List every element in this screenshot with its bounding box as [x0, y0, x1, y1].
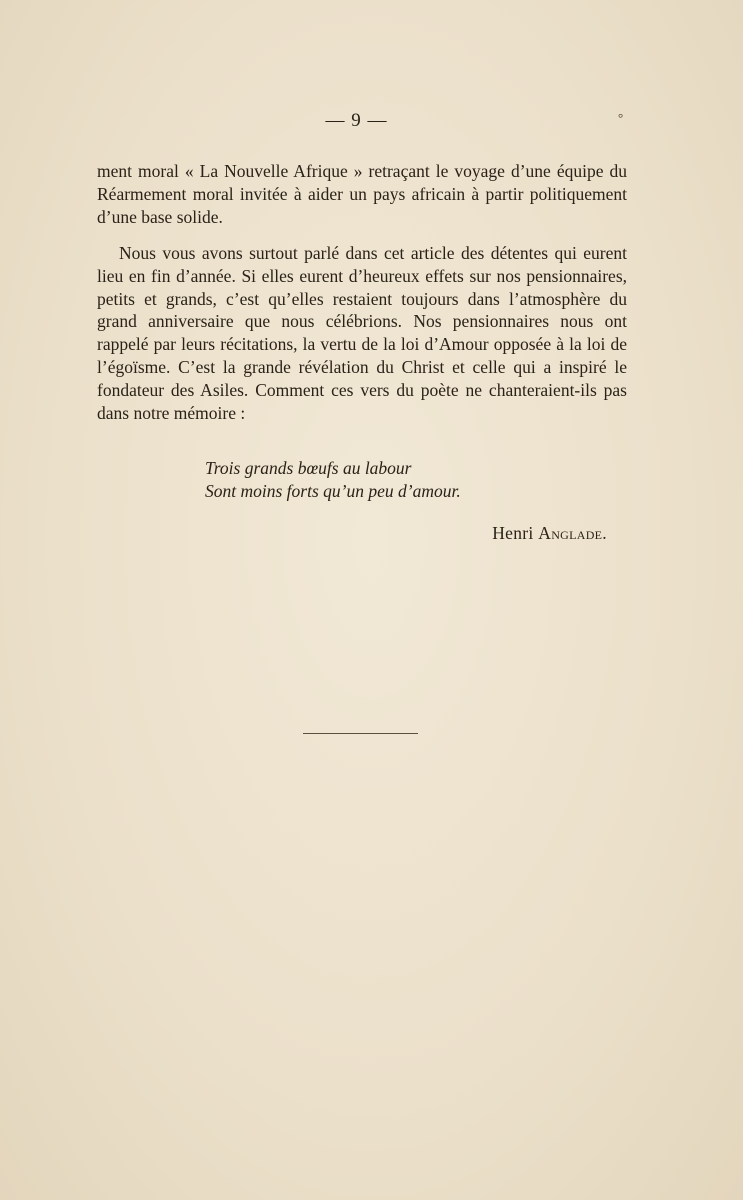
page-number: — 9 —: [325, 110, 388, 131]
corner-mark: °: [618, 110, 624, 125]
paragraph-2: Nous vous avons surtout parlé dans cet article des détentes qui eurent lieu en fin d’année. Si elles eurent d’heureux effets sur nos pensionnaires, petits et grands, c’est qu’elles restaient toujours dans l’atmosphère du grand anniversaire que nous célébrions. Nos pensionnaires nous ont rappelé par leurs récitations, la vertu de la loi d’Amour opposée à la loi de l’égoïsme. C’est la grande révélation du Christ et celle qui a inspiré le fondateur des Asiles. Comment ces vers du poète ne chanteraient-ils pas dans notre mémoire :: [97, 243, 627, 423]
author-last-name: Anglade.: [538, 523, 607, 543]
author-signature: [492, 523, 607, 544]
paragraph-1: ment moral « La Nouvelle Afrique » retraçant le voyage d’une équipe du Réarmement moral invitée à aider un pays africain à partir politiquement d’une base solide.: [97, 161, 627, 227]
verse-line-1: Trois grands bœufs au labour: [205, 458, 412, 478]
section-divider: [303, 733, 418, 734]
author-first-name: Henri: [492, 523, 534, 543]
verse-line-2: Sont moins forts qu’un peu d’amour.: [205, 481, 461, 501]
